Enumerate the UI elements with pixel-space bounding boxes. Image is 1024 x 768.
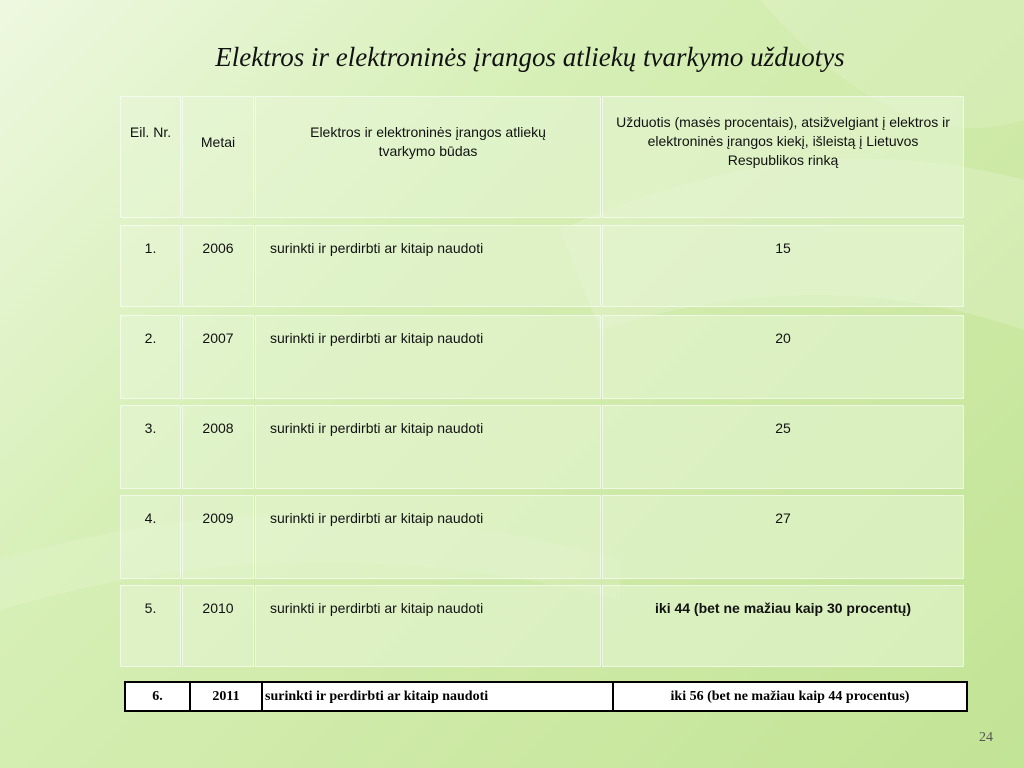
- row-5-method: surinkti ir perdirbti ar kitaip naudoti: [255, 585, 601, 667]
- row-3-target: 25: [602, 405, 964, 489]
- row-3-year: 2008: [182, 405, 254, 489]
- row-2-nr: 2.: [120, 315, 181, 399]
- row-4-target: 27: [602, 495, 964, 579]
- row-3-nr: 3.: [120, 405, 181, 489]
- header-nr: Eil. Nr.: [120, 96, 181, 218]
- row-4-year: 2009: [182, 495, 254, 579]
- row-1-target: 15: [602, 225, 964, 307]
- row-6-target: iki 56 (bet ne mažiau kaip 44 procentus): [613, 682, 967, 711]
- row-3-method: surinkti ir perdirbti ar kitaip naudoti: [255, 405, 601, 489]
- row-2-method: surinkti ir perdirbti ar kitaip naudoti: [255, 315, 601, 399]
- row-1-nr: 1.: [120, 225, 181, 307]
- row-2-year: 2007: [182, 315, 254, 399]
- slide-title: Elektros ir elektroninės įrangos atliekų tvarkymo užduotys: [215, 42, 845, 72]
- page-number: 24: [979, 730, 993, 745]
- row-5-target: iki 44 (bet ne mažiau kaip 30 procentų): [602, 585, 964, 667]
- row-6-nr: 6.: [125, 682, 190, 711]
- table-row-6: [124, 681, 968, 712]
- row-4-method: surinkti ir perdirbti ar kitaip naudoti: [255, 495, 601, 579]
- row-5-year: 2010: [182, 585, 254, 667]
- header-target: Užduotis (masės procentais), atsižvelgiant į elektros ir elektroninės įrangos kiekį, išleistą į Lietuvos Respublikos rinką: [602, 96, 964, 218]
- row-4-nr: 4.: [120, 495, 181, 579]
- row-6-method: surinkti ir perdirbti ar kitaip naudoti: [262, 682, 613, 711]
- header-method: Elektros ir elektroninės įrangos atliekų tvarkymo būdas: [255, 96, 601, 218]
- row-1-method: surinkti ir perdirbti ar kitaip naudoti: [255, 225, 601, 307]
- header-year: Metai: [182, 96, 254, 218]
- row-2-target: 20: [602, 315, 964, 399]
- row-1-year: 2006: [182, 225, 254, 307]
- row-6-year: 2011: [190, 682, 262, 711]
- row-5-nr: 5.: [120, 585, 181, 667]
